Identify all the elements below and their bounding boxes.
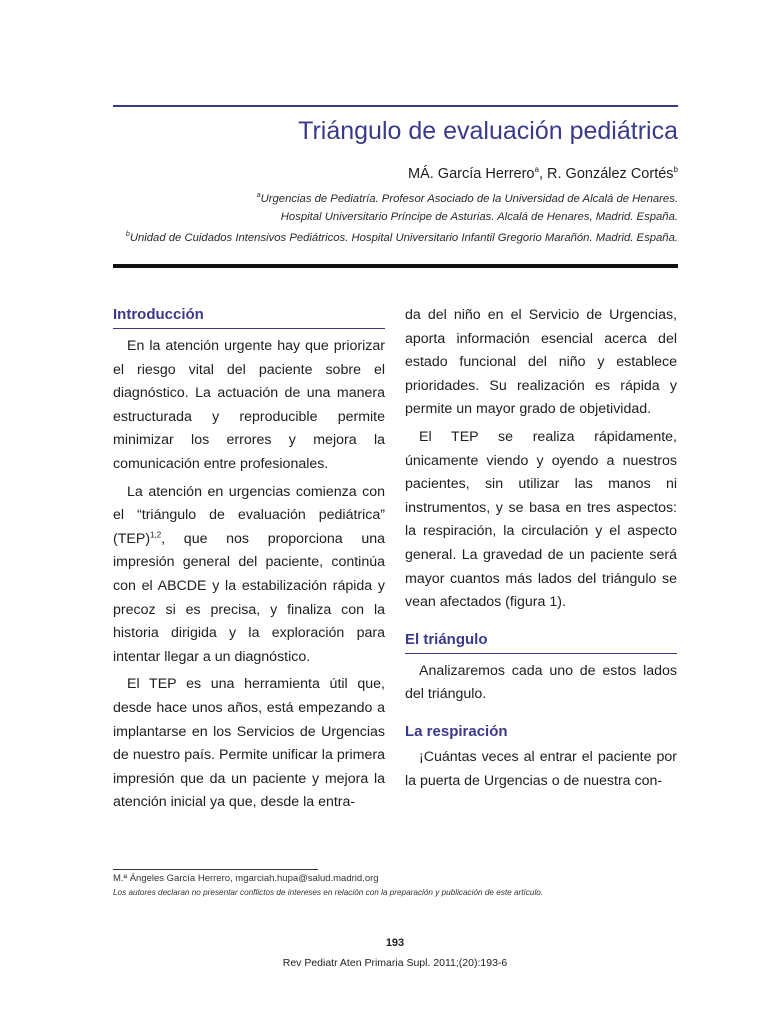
- footnote-conflicts: Los autores declaran no presentar conflictos de intereses en relación con la preparación y publicación de este artículo.: [113, 888, 544, 897]
- author-superscript: b: [673, 165, 678, 174]
- right-column: [405, 304, 677, 793]
- paragraph: El TEP es una herramienta útil que, desde hace unos años, está empezando a implantarse en los Servicios de Urgencias de nuestro país. Permite unificar la primera impresión que da un paciente y mejora la atención inicial ya que, desde la entra-: [113, 676, 385, 811]
- affiliation-text: Hospital Universitario Príncipe de Asturias. Alcalá de Henares, Madrid. España.: [280, 211, 678, 223]
- paragraph: da del niño en el Servicio de Urgencias, aporta información esencial acerca del estado funcional del niño y establece prioridades. Su realización es rápida y permite un mayor grado de objetividad.: [405, 307, 677, 418]
- author-separator: ,: [538, 165, 548, 182]
- paragraph: [113, 481, 385, 670]
- paragraph: El TEP se realiza rápidamente, únicamente viendo y oyendo a nuestros pacientes, sin utilizar las manos ni instrumentos, y se basa en tres aspectos: la respiración, la circulación y el aspecto general. La gravedad de un paciente será mayor cuantos más lados del triángulo se vean afectados (figura 1).: [405, 428, 677, 611]
- affiliation-text: Unidad de Cuidados Intensivos Pediátricos. Hospital Universitario Infantil Gregorio Marañón. Madrid. España.: [129, 231, 678, 244]
- author-line: [408, 165, 678, 182]
- author-name: MÁ. García Herrero: [408, 165, 535, 182]
- footnote-contact: M.ª Ángeles García Herrero, mgarciah.hupa@salud.madrid.org: [113, 873, 379, 884]
- section-heading: El triángulo: [405, 629, 677, 654]
- citation-superscript: 1,2: [150, 530, 162, 540]
- paragraph: Analizaremos cada uno de estos lados del triángulo.: [405, 662, 677, 703]
- affiliation-b: [126, 231, 678, 244]
- page-number: 193: [385, 937, 405, 949]
- spacer: [405, 619, 677, 629]
- affiliation-marker: b: [125, 231, 130, 238]
- author-superscript: a: [534, 165, 539, 174]
- subsection-heading: La respiración: [405, 722, 508, 740]
- affiliation-a: [257, 192, 678, 205]
- left-column: [113, 304, 385, 815]
- affiliation-text: Urgencias de Pediatría. Profesor Asociado de la Universidad de Alcalá de Henares.: [260, 192, 678, 205]
- header-divider: [113, 264, 678, 268]
- top-rule: [113, 105, 678, 107]
- paragraph: En la atención urgente hay que priorizar el riesgo vital del paciente sobre el diagnóstico. La actuación de una manera estructurada y reproducible permite minimizar los errores y mejora la comunicación entre profesionales.: [113, 338, 385, 472]
- paragraph: ¡Cuántas veces al entrar el paciente por la puerta de Urgencias o de nuestra con-: [405, 748, 677, 789]
- journal-citation: Rev Pediatr Aten Primaria Supl. 2011;(20):193-6: [282, 957, 508, 969]
- affiliation-a-cont: [281, 211, 678, 223]
- footnote-rule: [113, 869, 318, 870]
- article-title: Triángulo de evaluación pediátrica: [298, 117, 678, 145]
- author-name: R. González Cortés: [547, 165, 674, 182]
- affiliation-marker: a: [256, 192, 261, 199]
- paragraph-text: La atención en urgencias comienza con el “triángulo de evaluación pediátrica” (TEP): [113, 483, 385, 547]
- paragraph-text: , que nos proporciona una impresión general del paciente, continúa con el ABCDE y la estabilización rápida y precoz si es precisa, y finaliza con la historia dirigida y la exploración para intentar llegar a un diagnóstico.: [113, 530, 385, 665]
- section-heading: Introducción: [113, 304, 385, 329]
